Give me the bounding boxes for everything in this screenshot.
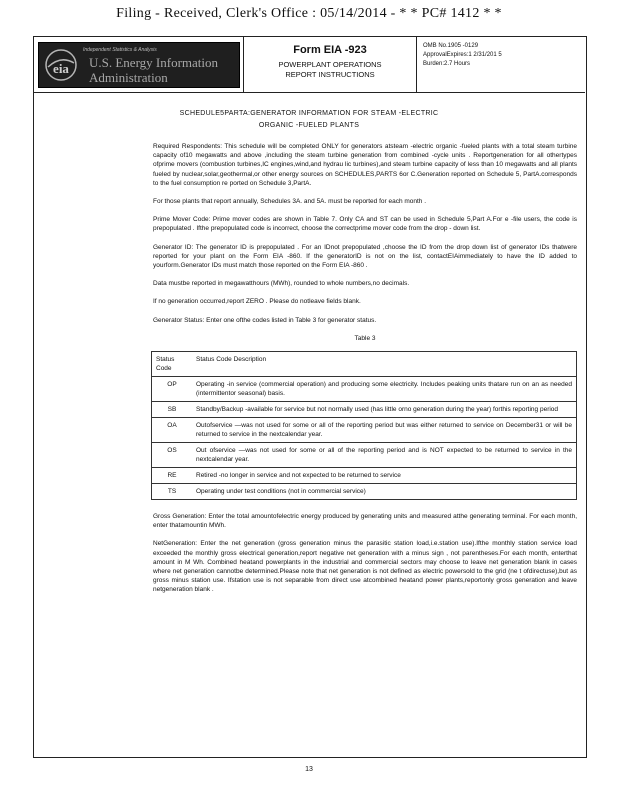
paragraph-megawatthours: Data mustbe reported in megawatthours (MWh), rounded to whole numbers,no decimals.: [153, 280, 410, 288]
schedule-title-line2: ORGANIC -FUELED PLANTS: [258, 122, 360, 129]
logo-name-line2: Administration: [89, 70, 168, 85]
eia-logo-mark-icon: [43, 47, 79, 83]
filing-stamp: Filing - Received, Clerk's Office : 05/14/2014 - * * PC# 1412 * *: [116, 6, 502, 21]
header-divider: [416, 36, 417, 92]
status-description: Retired -no longer in service and not expected to be returned to service: [192, 468, 577, 484]
omb-burden: Burden:2.7 Hours: [423, 61, 471, 67]
status-code: OP: [152, 377, 193, 402]
form-header: [33, 36, 585, 93]
status-code: OS: [152, 443, 193, 468]
header-code: Status Code: [152, 352, 193, 377]
schedule-title: [33, 108, 585, 132]
status-code: OA: [152, 418, 193, 443]
header-divider: [243, 36, 244, 92]
table-row: [152, 418, 577, 443]
status-description: Operating -in service (commercial operation) and producing some electricity. Includes peaking units thatare run on an as needed (intermittentor seasonal) basis.: [192, 377, 577, 402]
page-number: 13: [305, 766, 313, 773]
paragraph-zero: If no generation occurred,report ZERO . Please do notleave fields blank.: [153, 298, 361, 306]
omb-info: [423, 42, 578, 69]
omb-expiration: ApprovalExpires:1 2/31/201 5: [423, 52, 502, 58]
status-description: Outofservice —was not used for some or all of the reporting period but was either returned to service on December31 or will be returned to service in the nextcalendar year.: [192, 418, 577, 443]
paragraph-required-respondents: Required Respondents: This schedule will be completed ONLY for generators atsteam -electric organic -fueled plants with a total steam turbine capacity of10 megawatts and above ,including the steam turbine generation from combined -cycle units . Reportgeneration for all othertypes ofprime movers (combustion turbines,IC engines,wind,and hydrau lic turbines),and steam turbine capacity of less than 10 megawatts and all plants fueled by nuclear,solar,geothermal,or other energy sources on SCHEDULES,PARTS 6or C.Generation reported on Schedule 5, PartA.corresponds to the fuel consumption re ported on Schedule 3,PartA.: [153, 143, 577, 187]
paragraph-gross-generation: Gross Generation: Enter the total amountofelectric energy produced by generating units and measured atthe generating terminal. For each month, enter thatamountin MWh.: [153, 513, 577, 530]
logo-name-line1: U.S. Energy Information: [89, 55, 219, 70]
paragraph-prime-mover: Prime Mover Code: Prime mover codes are shown in Table 7. Only CA and ST can be used in Schedule 5,Part A.For e -file users, the code is prepopulated . Ifthe prepopulated code is incorrect, choose the correctprime mover code from the drop - down list.: [153, 216, 577, 233]
table-header-row: [152, 352, 577, 377]
table-row: [152, 468, 577, 484]
status-code: RE: [152, 468, 193, 484]
paragraph-net-generation: NetGeneration: Enter the net generation (gross generation minus the parasitic station load,i.e.station use).Ifthe monthly station service load exceeded the monthly gross electrical generation,report negative net generation with a minus sign , not parentheses.For each month, enterthat amount in M Wh. Combined heatand powerplants in the industrial and commercial sectors may choose to leave net generation blank in cases where net generation cannotbe determined.Please note that net generation is not defined as electric powersold to the grid (ne t ofdirectuse),but as gross minus station use. Ifstation use is not separable from direct use atcombined heatand power plants,reportonly gross generation and leave netgeneration blank .: [153, 540, 577, 594]
table-row: [152, 402, 577, 418]
table-caption: Table 3: [354, 334, 376, 342]
status-code: SB: [152, 402, 193, 418]
table-row: [152, 484, 577, 500]
paragraph-generator-id: Generator ID: The generator ID is prepopulated . For an IDnot prepopulated ,choose the ID from the drop down list of generator IDs thatwere reported for your plant on the Form EIA -860. If the generatorID is not on the list, contactEIAimmediately to have the ID added to yourform.Generator IDs must match those reported on the Form EIA -860 .: [153, 243, 577, 270]
header-description: Status Code Description: [192, 352, 577, 377]
form-title: Form EIA -923: [293, 44, 367, 56]
status-code-table: [151, 351, 577, 500]
form-subtitle-line2: REPORT INSTRUCTIONS: [285, 70, 375, 79]
logo-mark-text: eia: [53, 61, 69, 76]
eia-logo: [38, 42, 240, 88]
form-subtitle-line1: POWERPLANT OPERATIONS: [278, 60, 382, 69]
instructions-body: [153, 142, 577, 604]
paragraph-annual: For those plants that report annually, Schedules 3A. and 5A. must be reported for each month .: [153, 198, 427, 206]
table-row: [152, 443, 577, 468]
table-row: [152, 377, 577, 402]
omb-number: OMB No.1905 -0129: [423, 43, 479, 49]
paragraph-generator-status: Generator Status: Enter one ofthe codes listed in Table 3 for generator status.: [153, 316, 377, 324]
status-code: TS: [152, 484, 193, 500]
status-description: Operating under test conditions (not in commercial service): [192, 484, 577, 500]
status-description: Out ofservice —was not used for some or all of the reporting period and is NOT expected to be returned to service in the nextcalendar year.: [192, 443, 577, 468]
schedule-title-line1: SCHEDULE5PARTA:GENERATOR INFORMATION FOR STEAM -ELECTRIC: [179, 110, 439, 117]
form-subtitle: [245, 60, 415, 80]
logo-tagline: Independent Statistics & Analysis: [83, 47, 157, 53]
status-description: Standby/Backup -available for service but not normally used (has little orno generation during the year) forthis reporting period: [192, 402, 577, 418]
